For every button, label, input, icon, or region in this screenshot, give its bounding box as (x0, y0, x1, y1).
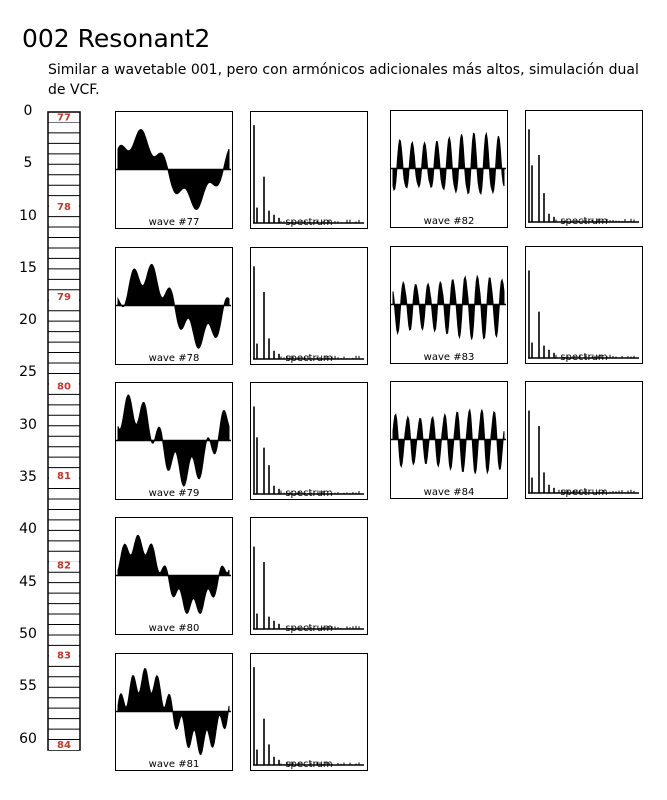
waveform-plot (391, 247, 506, 362)
spectrum-caption: spectrum (285, 488, 333, 499)
spectrum-plot (526, 382, 641, 497)
ruler-step-label: 35 (19, 469, 37, 486)
spectrum-caption: spectrum (560, 216, 608, 227)
spectrum-plot (251, 654, 366, 769)
spectrum-plot (526, 247, 641, 362)
wave-caption: wave #84 (423, 487, 475, 498)
spectrum-caption: spectrum (285, 759, 333, 770)
spectrum-panel (250, 517, 368, 635)
spectrum-caption: spectrum (560, 487, 608, 498)
page-title: 002 Resonant2 (22, 24, 211, 53)
wave-caption: wave #83 (423, 352, 475, 363)
wave-caption: wave #77 (148, 217, 200, 228)
ruler-wave-mark: 80 (57, 381, 71, 393)
spectrum-caption: spectrum (560, 352, 608, 363)
spectrum-panel (525, 381, 643, 499)
wave-caption: wave #80 (148, 623, 200, 634)
wave-caption: wave #78 (148, 353, 200, 364)
wave-caption: wave #82 (423, 216, 475, 227)
spectrum-caption: spectrum (285, 623, 333, 634)
waveform-plot (391, 382, 506, 497)
spectrum-caption: spectrum (285, 353, 333, 364)
spectrum-plot (526, 111, 641, 226)
wave-panel (390, 110, 508, 228)
spectrum-plot (251, 518, 366, 633)
page-description: Similar a wavetable 001, pero con armónicos adicionales más altos, simulación dual de VCF. (48, 62, 639, 98)
wave-panel (115, 111, 233, 229)
wave-panel (390, 246, 508, 364)
ruler-step-label: 0 (23, 103, 33, 119)
ruler-wave-mark: 83 (57, 650, 71, 662)
ruler-wave-mark: 78 (57, 202, 71, 214)
spectrum-plot (251, 383, 366, 498)
ruler-step-label: 60 (19, 730, 37, 747)
ruler-step-label: 45 (19, 573, 37, 590)
spectrum-panel (250, 111, 368, 229)
ruler-wave-mark: 82 (57, 560, 71, 572)
ruler-step-label: 10 (19, 207, 37, 224)
spectrum-panel (250, 382, 368, 500)
spectrum-panel (250, 653, 368, 771)
waveform-shape (393, 410, 504, 474)
waveform-plot (116, 383, 231, 498)
wave-panel (115, 382, 233, 500)
spectrum-plot (251, 248, 366, 363)
waveform-shape (393, 133, 504, 193)
ruler-step-label: 5 (23, 155, 33, 172)
spectrum-panel (250, 247, 368, 365)
ruler-step-label: 40 (19, 521, 37, 538)
waveform-plot (116, 112, 231, 227)
ruler-wave-mark: 84 (57, 740, 71, 751)
wave-panel (115, 247, 233, 365)
waveform-plot (116, 518, 231, 633)
waveform-shape (118, 264, 229, 348)
spectrum-panel (525, 110, 643, 228)
spectrum-plot (251, 112, 366, 227)
waveform-plot (116, 654, 231, 769)
ruler-wave-mark: 77 (57, 112, 71, 124)
ruler-wave-mark: 81 (57, 471, 71, 483)
ruler-step-label: 30 (19, 416, 37, 433)
spectrum-panel (525, 246, 643, 364)
wave-panel (115, 653, 233, 771)
ruler-step-label: 15 (19, 259, 37, 276)
waveform-plot (391, 111, 506, 226)
ruler-step-label: 50 (19, 625, 37, 642)
wave-caption: wave #79 (148, 488, 200, 499)
ruler-wave-mark: 79 (57, 291, 71, 303)
waveform-plot (116, 248, 231, 363)
ruler-step-label: 55 (19, 678, 37, 695)
wave-caption: wave #81 (148, 759, 200, 770)
waveform-shape (393, 276, 504, 339)
wave-panel (115, 517, 233, 635)
spectrum-caption: spectrum (285, 217, 333, 228)
waveform-shape (118, 535, 229, 613)
ruler-step-label: 20 (19, 312, 37, 329)
wave-panel (390, 381, 508, 499)
ruler-step-label: 25 (19, 364, 37, 381)
